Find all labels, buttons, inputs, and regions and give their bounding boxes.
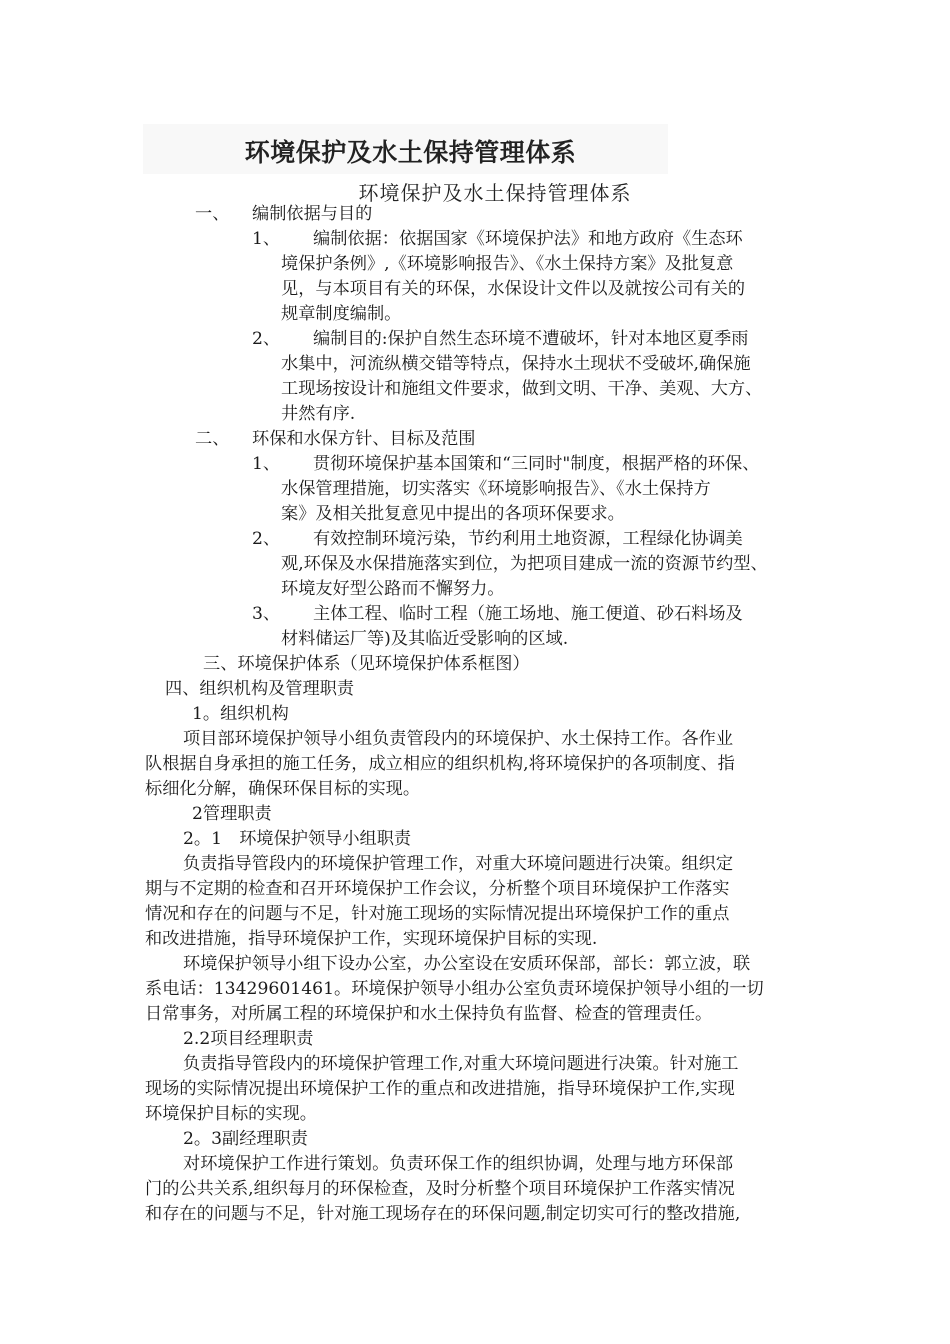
- item-2-3-number: 3、: [252, 604, 281, 624]
- section-2-heading: 环保和水保方针、目标及范围: [252, 429, 476, 449]
- subsection-2-1-para-2-line-3: 日常事务，对所属工程的环境保护和水土保持负有监督、检查的管理责任。: [145, 1004, 713, 1024]
- subsection-1-line-3: 标细化分解，确保环保目标的实现。: [145, 779, 421, 799]
- subsection-2-1-para-1-line-4: 和改进措施，指导环境保护工作，实现环境保护目标的实现.: [145, 929, 598, 949]
- item-2-2-line-2: 观,环保及水保措施落实到位，为把项目建成一流的资源节约型、: [281, 554, 768, 574]
- subsection-2-2-line-3: 环境保护目标的实现。: [145, 1104, 317, 1124]
- subsection-2-1-para-1-line-1: 负责指导管段内的环境保护管理工作，对重大环境问题进行决策。组织定: [183, 854, 734, 874]
- subsection-2-2-line-2: 现场的实际情况提出环境保护工作的重点和改进措施，指导环境保护工作,实现: [145, 1079, 735, 1099]
- item-2-1-line-3: 案》及相关批复意见中提出的各项环保要求。: [281, 504, 625, 524]
- section-3-heading: 三、环境保护体系（见环境保护体系框图）: [203, 654, 530, 674]
- section-4-heading: 四、组织机构及管理职责: [165, 679, 355, 699]
- subsection-2-3-heading: 2。3副经理职责: [183, 1129, 308, 1149]
- subsection-2-2-line-1: 负责指导管段内的环境保护管理工作,对重大环境问题进行决策。针对施工: [183, 1054, 739, 1074]
- item-2-2-line-3: 环境友好型公路而不懈努力。: [281, 579, 505, 599]
- item-1-2-line-1: 编制目的:保护自然生态环境不遭破坏，针对本地区夏季雨: [313, 329, 749, 349]
- item-2-1-line-1: 贯彻环境保护基本国策和“三同时"制度，根据严格的环保、: [313, 454, 760, 474]
- item-1-2-line-3: 工现场按设计和施组文件要求，做到文明、干净、美观、大方、: [281, 379, 763, 399]
- subsection-2-1-para-1-line-3: 情况和存在的问题与不足，针对施工现场的实际情况提出环境保护工作的重点: [145, 904, 730, 924]
- item-1-1-line-4: 规章制度编制。: [281, 304, 402, 324]
- subsection-2-3-line-3: 和存在的问题与不足，针对施工现场存在的环保问题,制定切实可行的整改措施,: [145, 1204, 741, 1224]
- item-1-2-line-4: 井然有序.: [281, 404, 356, 424]
- subsection-1-line-1: 项目部环境保护领导小组负责管段内的环境保护、水土保持工作。各作业: [183, 729, 734, 749]
- item-2-3-line-2: 材料储运厂等)及其临近受影响的区域.: [281, 629, 569, 649]
- subsection-2-1-para-2-line-2: 系电话：13429601461。环境保护领导小组办公室负责环境保护领导小组的一切: [145, 979, 764, 999]
- subsection-1-heading: 1。组织机构: [192, 704, 289, 724]
- item-2-3-line-1: 主体工程、临时工程（施工场地、施工便道、砂石料场及: [313, 604, 743, 624]
- item-2-1-line-2: 水保管理措施，切实落实《环境影响报告》、《水土保持方: [281, 479, 711, 499]
- section-1-heading: 编制依据与目的: [252, 204, 373, 224]
- item-1-1-line-1: 编制依据：依据国家《环境保护法》和地方政府《生态环: [313, 229, 743, 249]
- document-title: 环境保护及水土保持管理体系: [244, 138, 577, 167]
- section-1-number: 一、: [195, 204, 230, 224]
- subsection-2-heading: 2管理职责: [192, 804, 272, 824]
- item-1-1-number: 1、: [252, 229, 281, 249]
- item-2-2-line-1: 有效控制环境污染，节约利用土地资源，工程绿化协调美: [313, 529, 743, 549]
- subsection-1-line-2: 队根据自身承担的施工任务，成立相应的组织机构,将环境保护的各项制度、指: [145, 754, 735, 774]
- item-1-1-line-2: 境保护条例》,《环境影响报告》、《水土保持方案》及批复意: [281, 254, 734, 274]
- item-1-1-line-3: 见，与本项目有关的环保，水保设计文件以及就按公司有关的: [281, 279, 746, 299]
- subsection-2-3-line-1: 对环境保护工作进行策划。负责环保工作的组织协调，处理与地方环保部: [183, 1154, 734, 1174]
- section-2-number: 二、: [195, 429, 230, 449]
- item-1-2-line-2: 水集中，河流纵横交错等特点，保持水土现状不受破坏,确保施: [281, 354, 751, 374]
- document-subtitle: 环境保护及水土保持管理体系: [358, 181, 632, 205]
- subsection-2-3-line-2: 门的公共关系,组织每月的环保检查，及时分析整个项目环境保护工作落实情况: [145, 1179, 735, 1199]
- subsection-2-1-para-1-line-2: 期与不定期的检查和召开环境保护工作会议，分析整个项目环境保护工作落实: [145, 879, 730, 899]
- item-2-1-number: 1、: [252, 454, 281, 474]
- subsection-2-2-heading: 2.2项目经理职责: [183, 1029, 314, 1049]
- item-2-2-number: 2、: [252, 529, 281, 549]
- subsection-2-1-heading: 2。1 环境保护领导小组职责: [183, 829, 412, 849]
- item-1-2-number: 2、: [252, 329, 281, 349]
- subsection-2-1-para-2-line-1: 环境保护领导小组下设办公室，办公室设在安质环保部，部长：郭立波，联: [183, 954, 751, 974]
